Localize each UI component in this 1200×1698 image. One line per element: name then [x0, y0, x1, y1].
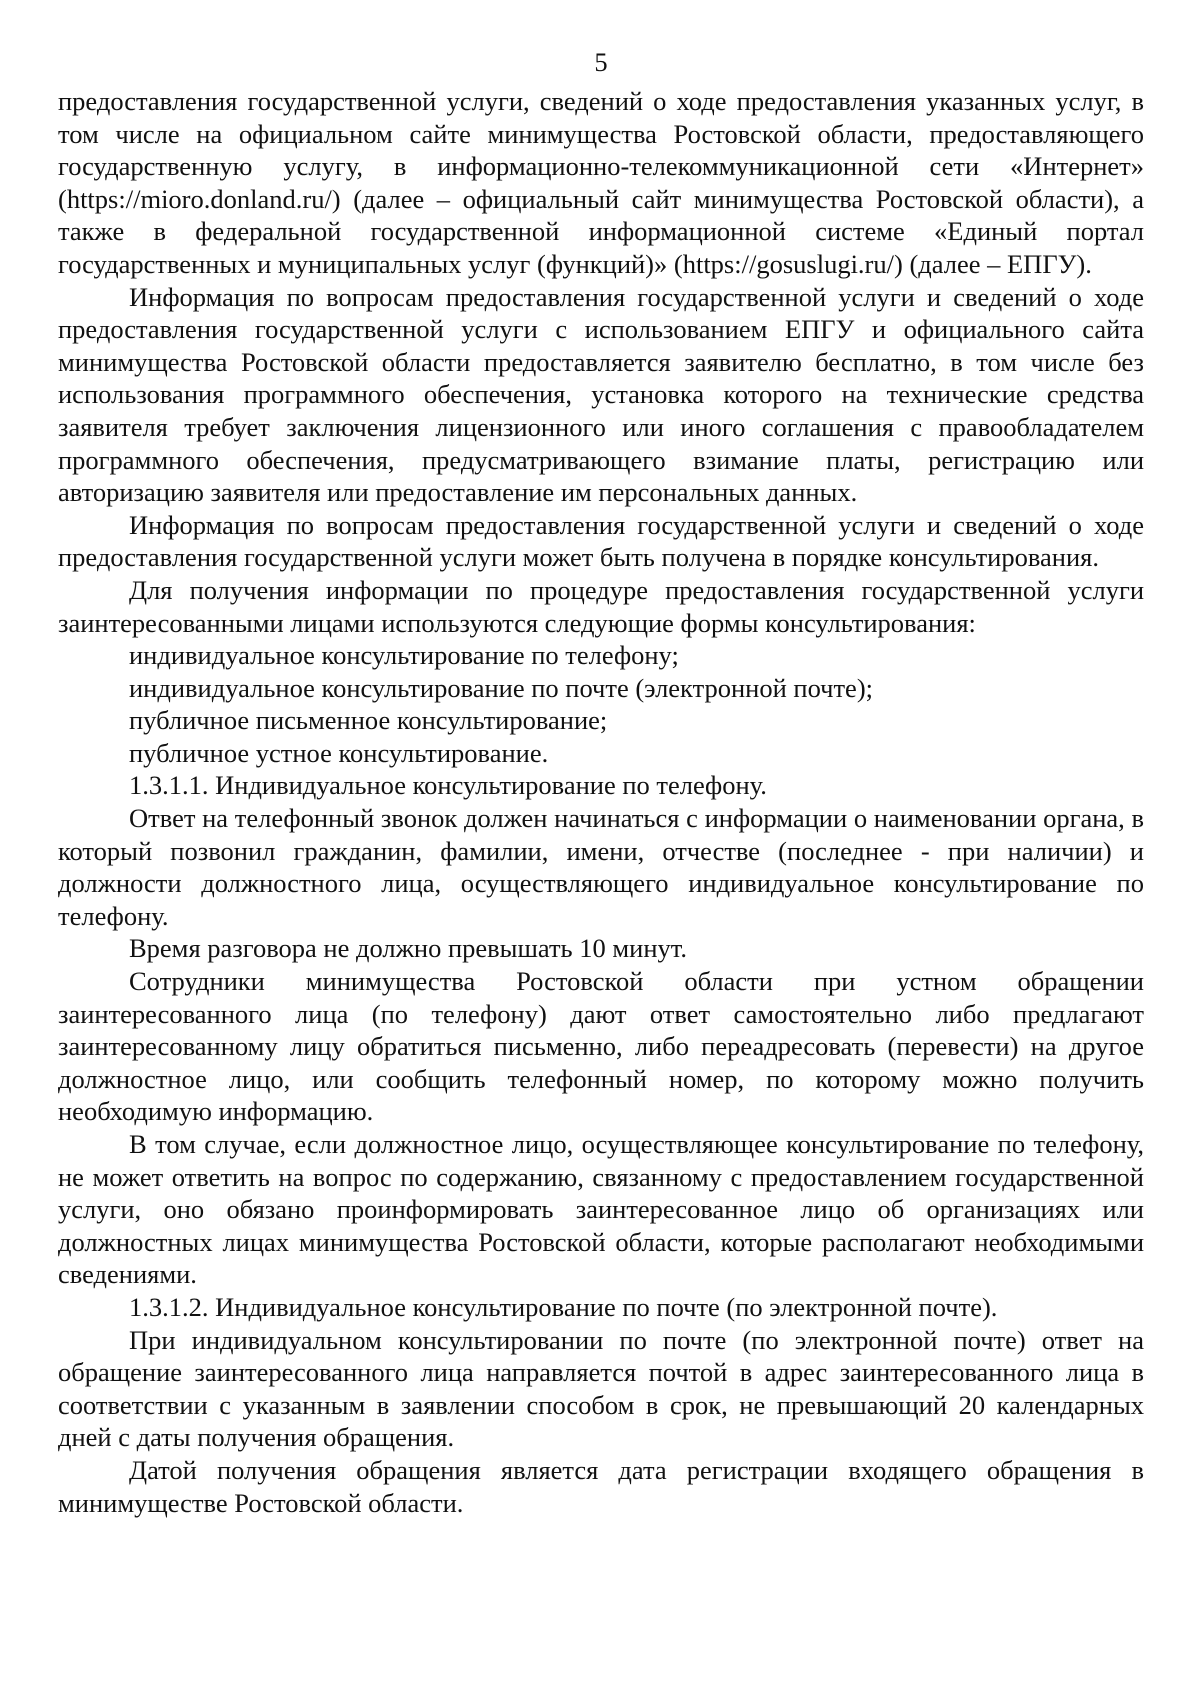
paragraph-call-duration: Время разговора не должно превышать 10 минут.	[129, 933, 687, 964]
consultation-forms-list	[58, 639, 1144, 769]
list-item: публичное устное консультирование.	[129, 737, 549, 768]
list-item: публичное письменное консультирование;	[129, 705, 608, 736]
paragraph-receipt-date: Датой получения обращения является дата регистрации входящего обращения в минимуществе Ростовской области.	[58, 1454, 1144, 1518]
section-heading-1-3-1-2: 1.3.1.2. Индивидуальное консультирование по почте (по электронной почте).	[129, 1291, 998, 1322]
paragraph-cannot-answer: В том случае, если должностное лицо, осуществляющее консультирование по телефону, не может ответить на вопрос по содержанию, связанному с предоставлением государственной услуги, оно обязано проинформировать заинтересованное лицо об организациях или должностных лицах минимущества Ростовской области, которые располагают необходимыми сведениями.	[58, 1129, 1144, 1290]
paragraph-info-free: Информация по вопросам предоставления государственной услуги и сведений о ходе предоставления государственной услуги с использованием ЕПГУ и официального сайта минимущества Ростовской области предоставляется заявителю бесплатно, в том числе без использования программного обеспечения, установка которого на технические средства заявителя требует заключения лицензионного или иного соглашения с правообладателем программного обеспечения, предусматривающего взимание платы, регистрацию или авторизацию заявителя или предоставление им персональных данных.	[58, 281, 1144, 508]
list-item: индивидуальное консультирование по почте (электронной почте);	[129, 672, 874, 703]
paragraph-info-consulting: Информация по вопросам предоставления государственной услуги и сведений о ходе предоставления государственной услуги может быть получена в порядке консультирования.	[58, 509, 1144, 573]
paragraph-mail-answer: При индивидуальном консультировании по почте (по электронной почте) ответ на обращение заинтересованного лица направляется почтой в адрес заинтересованного лица в соответствии с указанным в заявлении способом в срок, не превышающий 20 календарных дней с даты получения обращения.	[58, 1324, 1144, 1453]
paragraph-consultation-forms-intro: Для получения информации по процедуре предоставления государственной услуги заинтересованными лицами используются следующие формы консультирования:	[58, 574, 1144, 638]
section-heading-1-3-1-1: 1.3.1.1. Индивидуальное консультирование по телефону.	[129, 770, 767, 801]
paragraph-intro-continuation: предоставления государственной услуги, сведений о ходе предоставления указанных услуг, в том числе на официальном сайте минимущества Ростовской области, предоставляющего государственную услугу, в информационно-телекоммуникационной сети «Интернет» (https://mioro.donland.ru/) (далее – официальный сайт минимущества Ростовской области), а также в федеральной государственной информационной системе «Единый портал государственных и муниципальных услуг (функций)» (https://gosuslugi.ru/) (далее – ЕПГУ).	[58, 86, 1144, 279]
list-item: индивидуальное консультирование по телефону;	[129, 640, 679, 671]
page-number: 5	[594, 47, 608, 77]
document-page	[58, 46, 1144, 1519]
paragraph-phone-answer: Ответ на телефонный звонок должен начинаться с информации о наименовании органа, в который позвонил гражданин, фамилии, имени, отчестве (последнее - при наличии) и должности должностного лица, осуществляющего индивидуальное консультирование по телефону.	[58, 803, 1144, 931]
paragraph-staff-response: Сотрудники минимущества Ростовской области при устном обращении заинтересованного лица (по телефону) дают ответ самостоятельно либо предлагают заинтересованному лицу обратиться письменно, либо переадресовать (перевести) на другое должностное лицо, или сообщить телефонный номер, по которому можно получить необходимую информацию.	[58, 966, 1144, 1127]
